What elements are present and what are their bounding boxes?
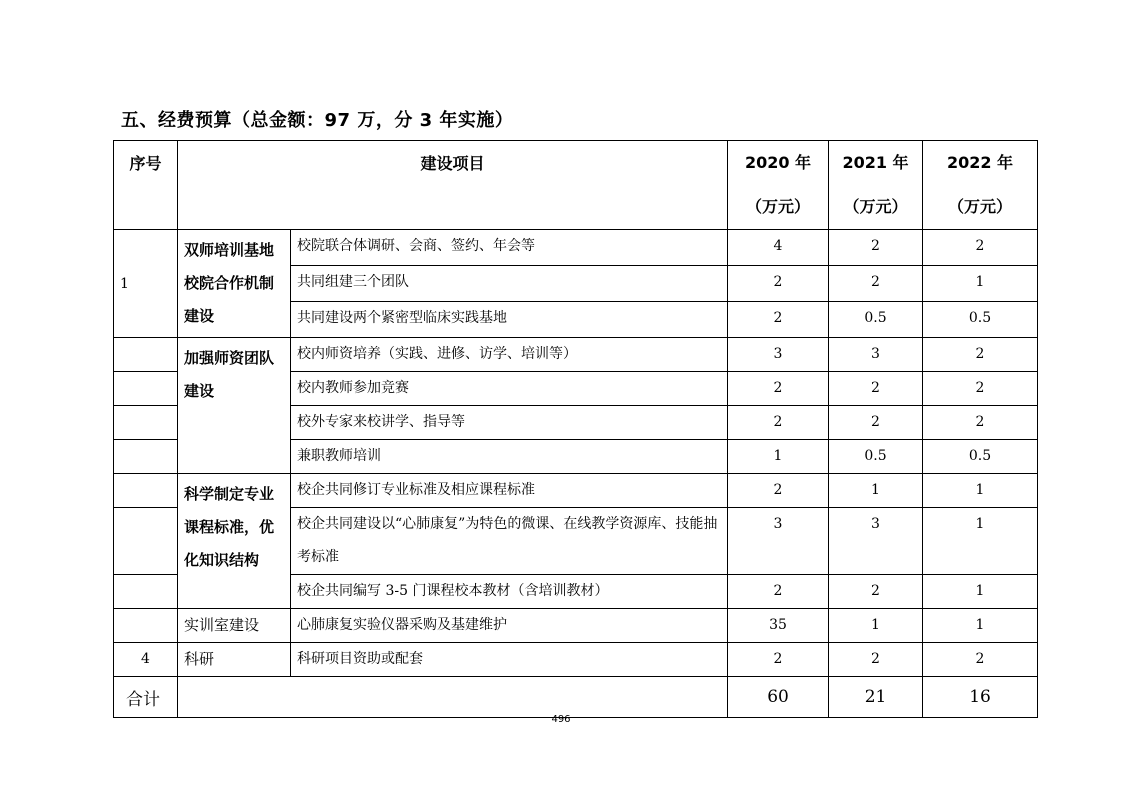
value-2020: 2 [728,266,829,302]
table-row [114,230,1038,266]
item-cell: 校内教师参加竞赛 [291,372,728,406]
value-2020: 4 [728,230,829,266]
page-number: 496 [551,714,571,725]
category-cell: 加强师资团队建设 [178,338,291,474]
value-2022: 1 [923,266,1038,302]
table-header-row [114,141,1038,230]
item-cell: 心肺康复实验仪器采购及基建维护 [291,609,728,643]
value-2022: 1 [923,609,1038,643]
value-2021: 2 [829,575,923,609]
value-2022: 2 [923,230,1038,266]
value-2020: 2 [728,575,829,609]
value-2021: 2 [829,230,923,266]
row-index: 4 [114,643,178,677]
total-label: 合计 [114,677,178,718]
value-2022: 2 [923,406,1038,440]
table-row [114,338,1038,372]
item-cell: 校内师资培养（实践、进修、访学、培训等） [291,338,728,372]
value-2020: 2 [728,406,829,440]
item-cell: 校院联合体调研、会商、签约、年会等 [291,230,728,266]
row-index [114,474,178,508]
budget-table [113,140,1038,718]
value-2022: 2 [923,338,1038,372]
value-2020: 2 [728,302,829,338]
header-2022: 2022 年 （万元） [923,141,1038,230]
value-2020: 3 [728,508,829,575]
item-cell: 校企共同修订专业标准及相应课程标准 [291,474,728,508]
row-index [114,338,178,372]
header-no: 序号 [114,141,178,230]
total-row [114,677,1038,718]
value-2021: 0.5 [829,440,923,474]
value-2020: 2 [728,372,829,406]
category-cell: 实训室建设 [178,609,291,643]
value-2022: 2 [923,643,1038,677]
value-2022: 1 [923,474,1038,508]
value-2021: 2 [829,643,923,677]
value-2021: 0.5 [829,302,923,338]
item-cell: 共同组建三个团队 [291,266,728,302]
category-cell: 科学制定专业课程标准，优化知识结构 [178,474,291,609]
value-2020: 35 [728,609,829,643]
header-2021: 2021 年 （万元） [829,141,923,230]
value-2022: 0.5 [923,440,1038,474]
item-cell: 校企共同建设以“心肺康复”为特色的微课、在线教学资源库、技能抽考标准 [291,508,728,575]
row-index [114,440,178,474]
row-index [114,575,178,609]
section-heading: 五、经费预算（总金额：97 万，分 3 年实施） [121,110,514,131]
item-cell: 兼职教师培训 [291,440,728,474]
total-blank [178,677,728,718]
table-row [114,609,1038,643]
value-2022: 2 [923,372,1038,406]
value-2022: 1 [923,508,1038,575]
item-cell: 共同建设两个紧密型临床实践基地 [291,302,728,338]
category-cell: 双师培训基地校院合作机制建设 [178,230,291,338]
row-index [114,406,178,440]
total-2020: 60 [728,677,829,718]
row-index [114,609,178,643]
value-2021: 3 [829,338,923,372]
row-index [114,508,178,575]
header-project: 建设项目 [178,141,728,230]
item-cell: 校企共同编写 3-5 门课程校本教材（含培训教材） [291,575,728,609]
value-2020: 2 [728,643,829,677]
value-2021: 2 [829,406,923,440]
value-2021: 2 [829,372,923,406]
value-2020: 2 [728,474,829,508]
table-row [114,474,1038,508]
value-2021: 1 [829,609,923,643]
total-2021: 21 [829,677,923,718]
value-2020: 3 [728,338,829,372]
row-index: 1 [114,230,178,338]
value-2022: 0.5 [923,302,1038,338]
value-2020: 1 [728,440,829,474]
item-cell: 科研项目资助或配套 [291,643,728,677]
value-2021: 2 [829,266,923,302]
category-cell: 科研 [178,643,291,677]
value-2021: 3 [829,508,923,575]
item-cell: 校外专家来校讲学、指导等 [291,406,728,440]
table-row [114,643,1038,677]
value-2022: 1 [923,575,1038,609]
header-2020: 2020 年 （万元） [728,141,829,230]
total-2022: 16 [923,677,1038,718]
value-2021: 1 [829,474,923,508]
row-index [114,372,178,406]
